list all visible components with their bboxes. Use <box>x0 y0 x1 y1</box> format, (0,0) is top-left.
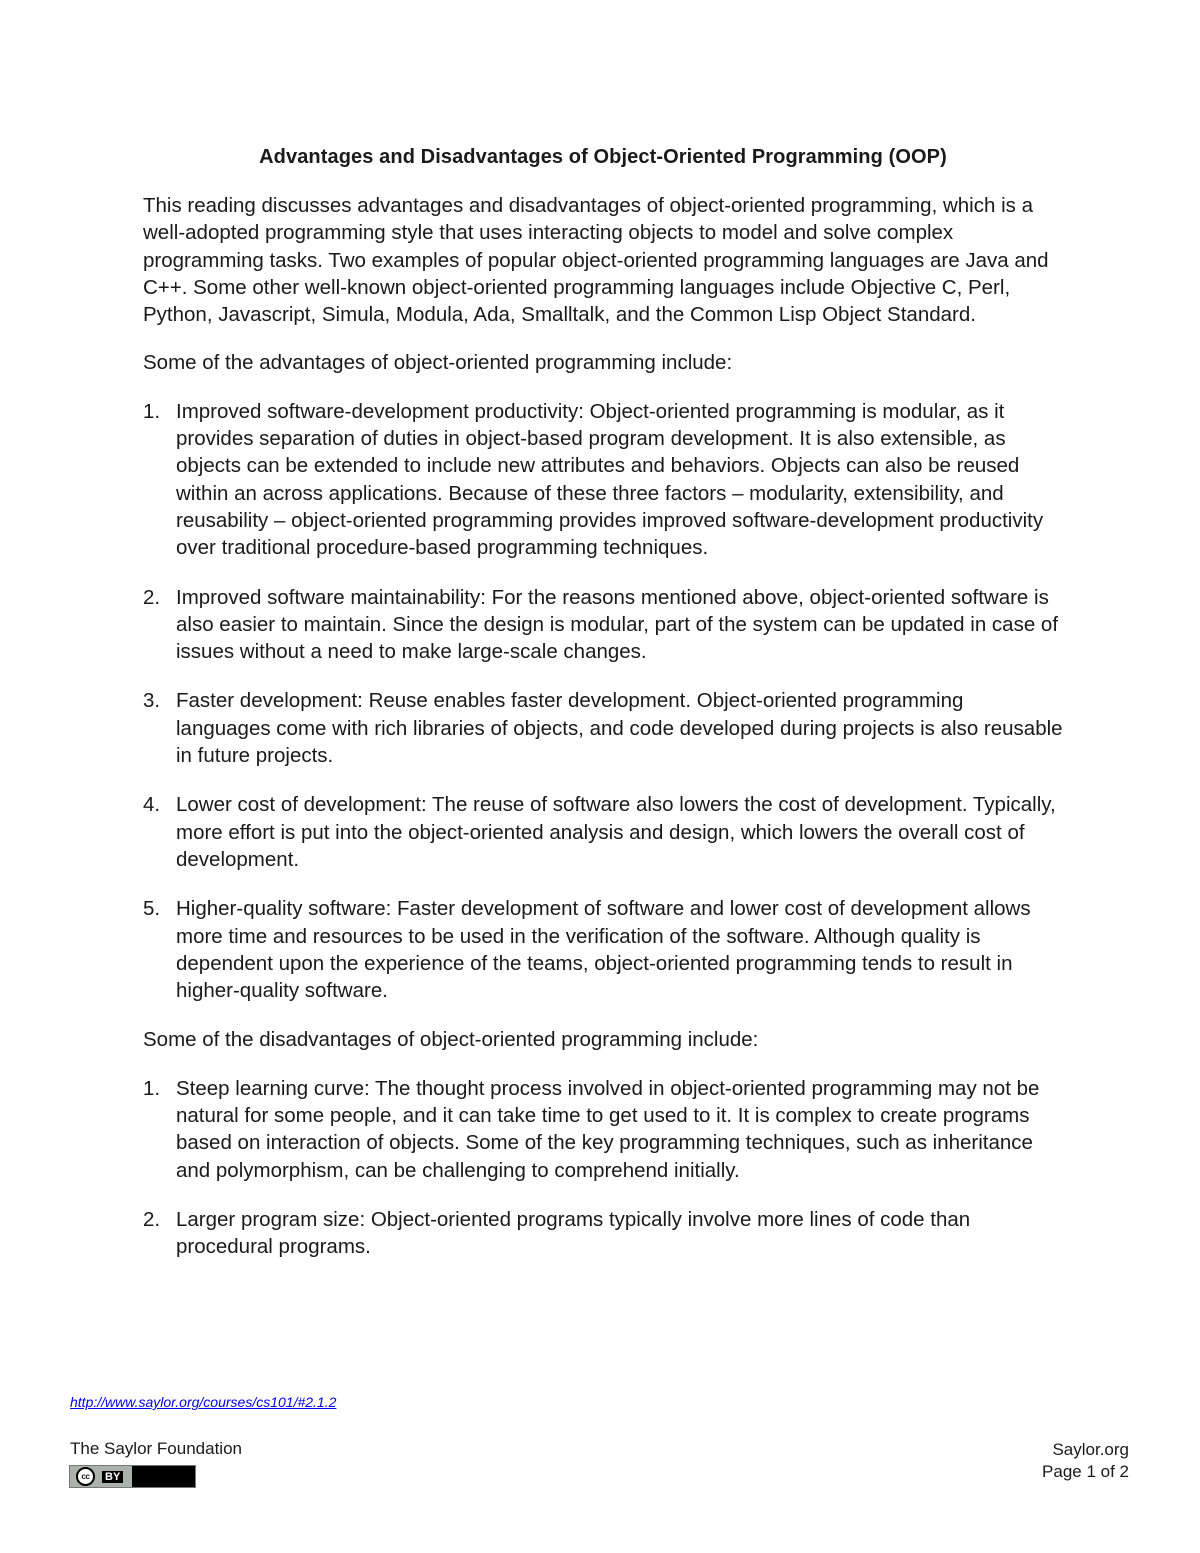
list-item-text: Faster development: Reuse enables faster development. Object-oriented programming languages come with rich libraries of objects, and code developed during projects is also reusable in future projects. <box>176 689 1063 768</box>
list-item <box>143 895 1063 1004</box>
disadvantages-heading: Some of the disadvantages of object-oriented programming include: <box>143 1028 759 1052</box>
license-by-label: BY <box>102 1471 123 1483</box>
advantages-heading: Some of the advantages of object-oriented programming include: <box>143 351 733 375</box>
list-item-number: 2. <box>143 585 161 609</box>
list-item-number: 5. <box>143 897 161 921</box>
list-item-text: Higher-quality software: Faster development of software and lower cost of development allows more time and resources to be used in the verification of the software. Although quality is dependent upon the experience of the teams, object-oriented programming tends to result in higher-quality software. <box>176 897 1031 1003</box>
document-body <box>143 140 1063 1283</box>
list-item-text: Lower cost of development: The reuse of software also lowers the cost of development. Typically, more effort is put into the object-oriented analysis and design, which lowers the overall cost of development. <box>176 793 1056 871</box>
disadvantages-list <box>143 1075 1063 1261</box>
list-item <box>143 791 1063 873</box>
license-badge[interactable] <box>69 1465 196 1488</box>
footer-organization: The Saylor Foundation <box>70 1439 242 1458</box>
advantages-list <box>143 398 1063 1005</box>
list-item <box>143 1206 1063 1261</box>
intro-paragraph: This reading discusses advantages and disadvantages of object-oriented programming, which is a well-adopted programming style that uses interacting objects to model and solve complex programming tasks. Two examples of popular object-oriented programming languages are Java and C++. Some other well-known object-oriented programming languages include Objective C, Perl, Python, Javascript, Simula, Modula, Ada, Smalltalk, and the Common Lisp Object Standard. <box>143 194 1049 327</box>
list-item-text: Larger program size: Object-oriented programs typically involve more lines of code than procedural programs. <box>176 1207 971 1259</box>
footer-site: Saylor.org <box>1052 1440 1129 1459</box>
list-item-number: 1. <box>143 399 161 423</box>
footer-right-block <box>1042 1439 1129 1483</box>
list-item-text: Steep learning curve: The thought process involved in object-oriented programming may not be natural for some people, and it can take time to get used to it. It is complex to create programs based on interaction of objects. Some of the key programming techniques, such as inheritance and polymorphism, can be challenging to comprehend initially. <box>176 1076 1040 1182</box>
list-item-text: Improved software-development productivity: Object-oriented programming is modular, as it provides separation of duties in object-based program development. It is also extensible, as objects can be extended to include new attributes and behaviors. Objects can also be reused within an across applications. Because of these three factors – modularity, extensibility, and reusability – object-oriented programming provides improved software-development productivity over traditional procedure-based programming techniques. <box>176 399 1044 560</box>
list-item-number: 2. <box>143 1207 161 1231</box>
list-item <box>143 1075 1063 1184</box>
course-url-link[interactable]: http://www.saylor.org/courses/cs101/#2.1.2 <box>70 1394 337 1410</box>
list-item-number: 1. <box>143 1076 161 1100</box>
list-item-number: 4. <box>143 793 161 817</box>
list-item-text: Improved software maintainability: For the reasons mentioned above, object-oriented software is also easier to maintain. Since the design is modular, part of the system can be updated in case of issues without a need to make large-scale changes. <box>176 585 1059 664</box>
list-item <box>143 398 1063 562</box>
list-item <box>143 584 1063 666</box>
list-item <box>143 687 1063 769</box>
page-title: Advantages and Disadvantages of Object-Oriented Programming (OOP) <box>259 146 947 168</box>
cc-circle-icon: cc <box>76 1467 95 1486</box>
page-number: Page 1 of 2 <box>1042 1462 1129 1481</box>
list-item-number: 3. <box>143 689 161 713</box>
